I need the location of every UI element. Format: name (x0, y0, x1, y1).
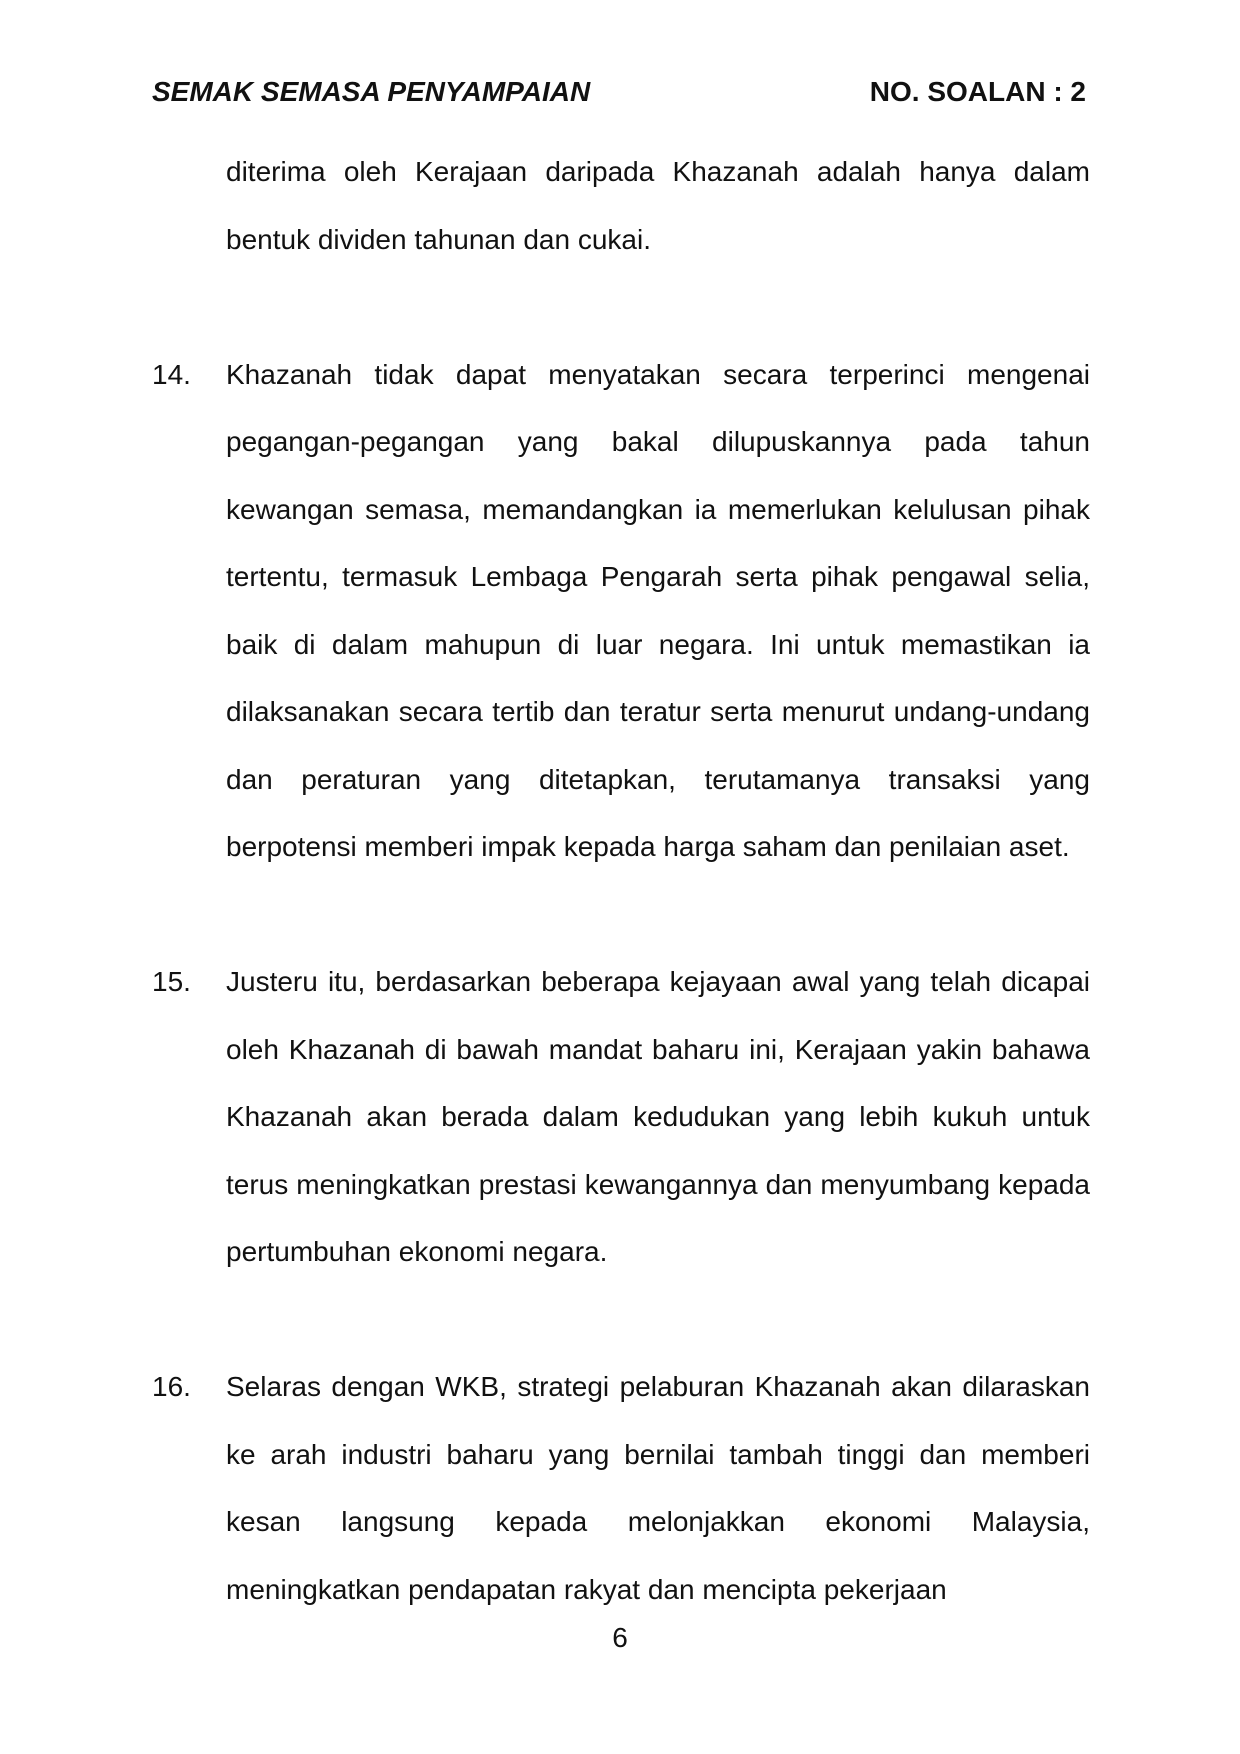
paragraph-14 (152, 341, 1090, 881)
document-body (152, 138, 1090, 1623)
paragraph-text: Justeru itu, berdasarkan beberapa kejayaan awal yang telah dicapai oleh Khazanah di bawah mandat baharu ini, Kerajaan yakin bahawa Khazanah akan berada dalam kedudukan yang lebih kukuh untuk terus meningkatkan prestasi kewangannya dan menyumbang kepada pertumbuhan ekonomi negara. (226, 966, 1090, 1267)
question-number: NO. SOALAN : 2 (869, 76, 1086, 107)
page-header (152, 72, 1090, 112)
paragraph-text: diterima oleh Kerajaan daripada Khazanah adalah hanya dalam bentuk dividen tahunan dan cukai. (226, 156, 1090, 255)
paragraph-continued (152, 138, 1090, 273)
paragraph-text: Selaras dengan WKB, strategi pelaburan Khazanah akan dilaraskan ke arah industri baharu yang bernilai tambah tinggi dan memberi kesan langsung kepada melonjakkan ekonomi Malaysia, meningkatkan pendapatan rakyat dan mencipta pekerjaan (226, 1371, 1090, 1605)
paragraph-text: Khazanah tidak dapat menyatakan secara terperinci mengenai pegangan-pegangan yang bakal dilupuskannya pada tahun kewangan semasa, memandangkan ia memerlukan kelulusan pihak tertentu, termasuk Lembaga Pengarah serta pihak pengawal selia, baik di dalam mahupun di luar negara. Ini untuk memastikan ia dilaksanakan secara tertib dan teratur serta menurut undang-undang dan peraturan yang ditetapkan, terutamanya transaksi yang berpotensi memberi impak kepada harga saham dan penilaian aset. (226, 358, 1090, 862)
paragraph-number: 14. (152, 358, 191, 390)
paragraph-number: 15. (152, 966, 191, 997)
paragraph-number: 16. (152, 1371, 191, 1402)
paragraph-15 (152, 948, 1090, 1286)
page-number: 6 (612, 1622, 628, 1653)
header-title: SEMAK SEMASA PENYAMPAIAN (152, 76, 591, 107)
paragraph-16 (152, 1353, 1090, 1623)
